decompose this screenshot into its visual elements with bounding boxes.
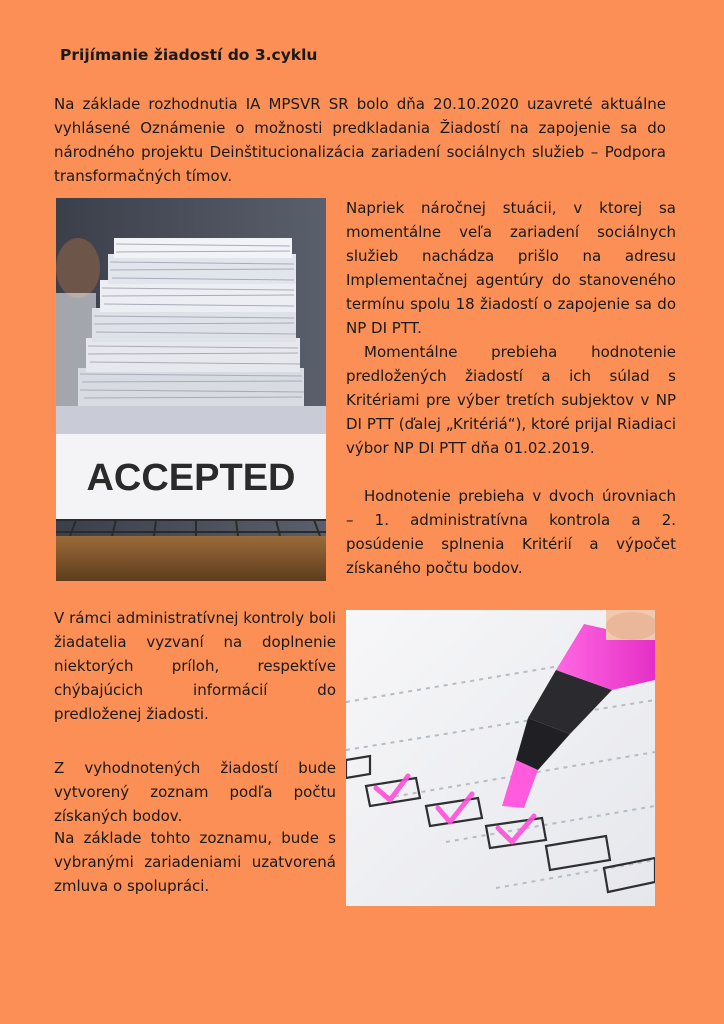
checklist-highlighter-photo bbox=[346, 610, 655, 906]
paper-stack-icon bbox=[56, 198, 326, 581]
left-paragraph-3: Na základe tohto zoznamu, bude s vybranými zariadeniami uzatvorená zmluva o spolupráci. bbox=[54, 829, 336, 895]
page-title: Prijímanie žiadostí do 3.cyklu bbox=[60, 46, 318, 64]
accepted-sign-text: ACCEPTED bbox=[86, 457, 296, 499]
left-paragraph-2: Z vyhodnotených žiadostí bude vytvorený zoznam podľa počtu získaných bodov. bbox=[54, 759, 336, 825]
accepted-papers-photo bbox=[56, 198, 326, 581]
intro-paragraph: Na základe rozhodnutia IA MPSVR SR bolo dňa 20.10.2020 uzavreté aktuálne vyhlásené Oznámenie o možnosti predkladania Žiadostí na zapojenie sa do národného projektu Deinštitucionalizácia zariadení sociálnych služieb – Podpora transformačných tímov. bbox=[54, 95, 666, 185]
right-paragraph-1: Napriek náročnej stuácii, v ktorej sa momentálne veľa zariadení sociálnych služieb nachádza prišlo na adresu Implementačnej agentúry do stanoveného termínu spolu 18 žiadostí o zapojenie sa do NP DI PTT. bbox=[346, 199, 676, 337]
highlighter-checklist-icon bbox=[346, 610, 655, 906]
left-paragraph-1: V rámci administratívnej kontroly boli žiadatelia vyzvaní na doplnenie niektorých príloh, respektíve chýbajúcich informácií do predloženej žiadosti. bbox=[54, 609, 336, 723]
right-paragraph-2: Momentálne prebieha hodnotenie predložených žiadostí a ich súlad s Kritériami pre výber tretích subjektov v NP DI PTT (ďalej „Kritériá“), ktoré prijal Riadiaci výbor NP DI PTT dňa 01.02.2019. bbox=[346, 343, 676, 457]
right-paragraph-3: Hodnotenie prebieha v dvoch úrovniach – 1. administratívna kontrola a 2. posúdenie splnenia Kritérií a výpočet získaného počtu bodov. bbox=[346, 487, 676, 577]
